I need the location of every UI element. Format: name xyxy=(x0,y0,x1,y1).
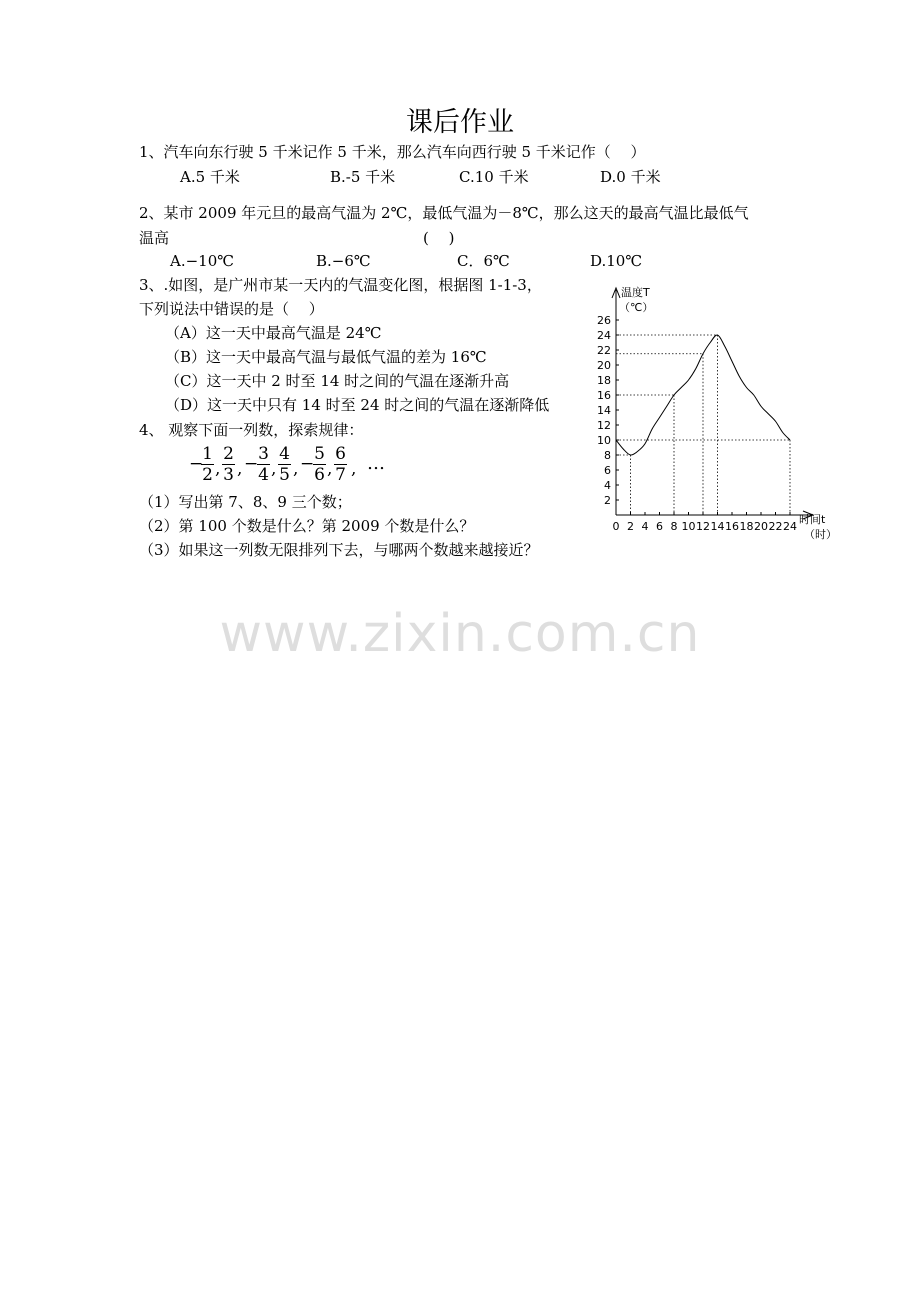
temperature-line xyxy=(616,335,790,455)
x-tick-label: 20 xyxy=(754,520,768,533)
sequence-comma: , xyxy=(237,459,243,479)
y-tick-label: 20 xyxy=(597,359,611,372)
q1-stem: 1、汽车向东行驶 5 千米记作 5 千米，那么汽车向西行驶 5 千米记作（ ） xyxy=(139,143,646,161)
sequence-comma: , xyxy=(351,459,357,479)
q1-option-d: D.0 千米 xyxy=(600,168,661,186)
q2-answer-paren: ( ) xyxy=(423,229,455,247)
sequence-fraction: 1 2 xyxy=(202,444,213,485)
q2-option-b: B.−6℃ xyxy=(316,252,371,270)
x-axis-unit: （时） xyxy=(804,528,837,541)
x-tick-label: 4 xyxy=(641,520,649,533)
q3-option-d: （D）这一天中只有 14 时至 24 时之间的气温在逐渐降低 xyxy=(165,396,550,414)
sequence-comma: , xyxy=(215,459,221,479)
q4-part-3: （3）如果这一列数无限排列下去，与哪两个数越来越接近？ xyxy=(139,541,539,559)
y-tick-label: 2 xyxy=(604,494,611,507)
sequence-fraction: 6 7 xyxy=(335,444,346,485)
x-tick-label: 22 xyxy=(768,520,783,533)
y-tick-label: 18 xyxy=(597,374,611,387)
q3-stem-line2: 下列说法中错误的是（ ） xyxy=(139,300,324,318)
q2-stem-line1: 2、某市 2009 年元旦的最高气温为 2℃，最低气温为－8℃，那么这天的最高气温比最低气 xyxy=(139,204,749,222)
y-tick-label: 14 xyxy=(597,404,611,417)
q2-option-c: C．6℃ xyxy=(457,252,510,270)
q1-option-a: A.5 千米 xyxy=(180,168,240,186)
y-tick-label: 8 xyxy=(604,449,611,462)
y-axis-label: 温度T xyxy=(621,286,650,299)
temperature-chart xyxy=(590,280,850,548)
x-tick-label: 10 xyxy=(681,520,696,533)
sequence-ellipsis: … xyxy=(367,453,385,474)
q3-option-a: （A）这一天中最高气温是 24℃ xyxy=(165,324,382,342)
q2-option-a: A.−10℃ xyxy=(170,252,235,270)
sequence-comma: , xyxy=(271,459,277,479)
y-tick-label: 12 xyxy=(597,419,611,432)
y-tick-label: 6 xyxy=(604,464,611,477)
x-axis-label: 时间t xyxy=(799,513,826,526)
sequence-fraction: 5 6 xyxy=(314,444,325,485)
q4-stem: 4、 观察下面一列数，探索规律： xyxy=(139,421,364,439)
x-tick-label: 8 xyxy=(670,520,678,533)
x-tick-label: 12 xyxy=(696,520,710,533)
y-tick-label: 22 xyxy=(597,344,611,357)
sequence-sign: − xyxy=(189,454,204,474)
q4-part-2: （2）第 100 个数是什么？第 2009 个数是什么？ xyxy=(139,517,475,535)
sequence-fraction: 2 3 xyxy=(223,444,234,485)
q2-stem-line2: 温高 xyxy=(139,229,170,247)
y-tick-label: 26 xyxy=(597,314,611,327)
sequence-comma: , xyxy=(327,459,333,479)
y-tick-label: 16 xyxy=(597,389,611,402)
sequence-sign: − xyxy=(244,454,259,474)
x-tick-label: 14 xyxy=(710,520,725,533)
q1-option-b: B.-5 千米 xyxy=(330,168,396,186)
x-tick-label: 16 xyxy=(725,520,739,533)
y-tick-label: 4 xyxy=(604,479,611,492)
q3-option-c: （C）这一天中 2 时至 14 时之间的气温在逐渐升高 xyxy=(165,372,510,390)
page-title: 课后作业 xyxy=(406,107,514,138)
q1-option-c: C.10 千米 xyxy=(459,168,529,186)
y-axis-unit: （℃） xyxy=(619,301,654,314)
y-tick-label: 10 xyxy=(597,434,611,447)
x-tick-label: 6 xyxy=(656,520,663,533)
x-tick-label: 2 xyxy=(627,520,634,533)
y-tick-label: 24 xyxy=(597,329,611,342)
watermark: www.zixin.com.cn xyxy=(219,604,701,664)
sequence-sign: − xyxy=(300,454,315,474)
x-tick-label: 0 xyxy=(612,520,620,533)
sequence-fraction: 3 4 xyxy=(258,444,269,485)
q2-option-d: D.10℃ xyxy=(590,252,643,270)
q3-option-b: （B）这一天中最高气温与最低气温的差为 16℃ xyxy=(165,348,487,366)
sequence-comma: , xyxy=(293,459,299,479)
q3-stem-line1: 3、.如图，是广州市某一天内的气温变化图，根据图 1-1-3， xyxy=(139,276,542,294)
x-tick-label: 18 xyxy=(739,520,754,533)
q4-part-1: （1）写出第 7、8、9 三个数； xyxy=(139,493,352,511)
x-tick-label: 24 xyxy=(783,520,797,533)
sequence-fraction: 4 5 xyxy=(279,444,290,485)
